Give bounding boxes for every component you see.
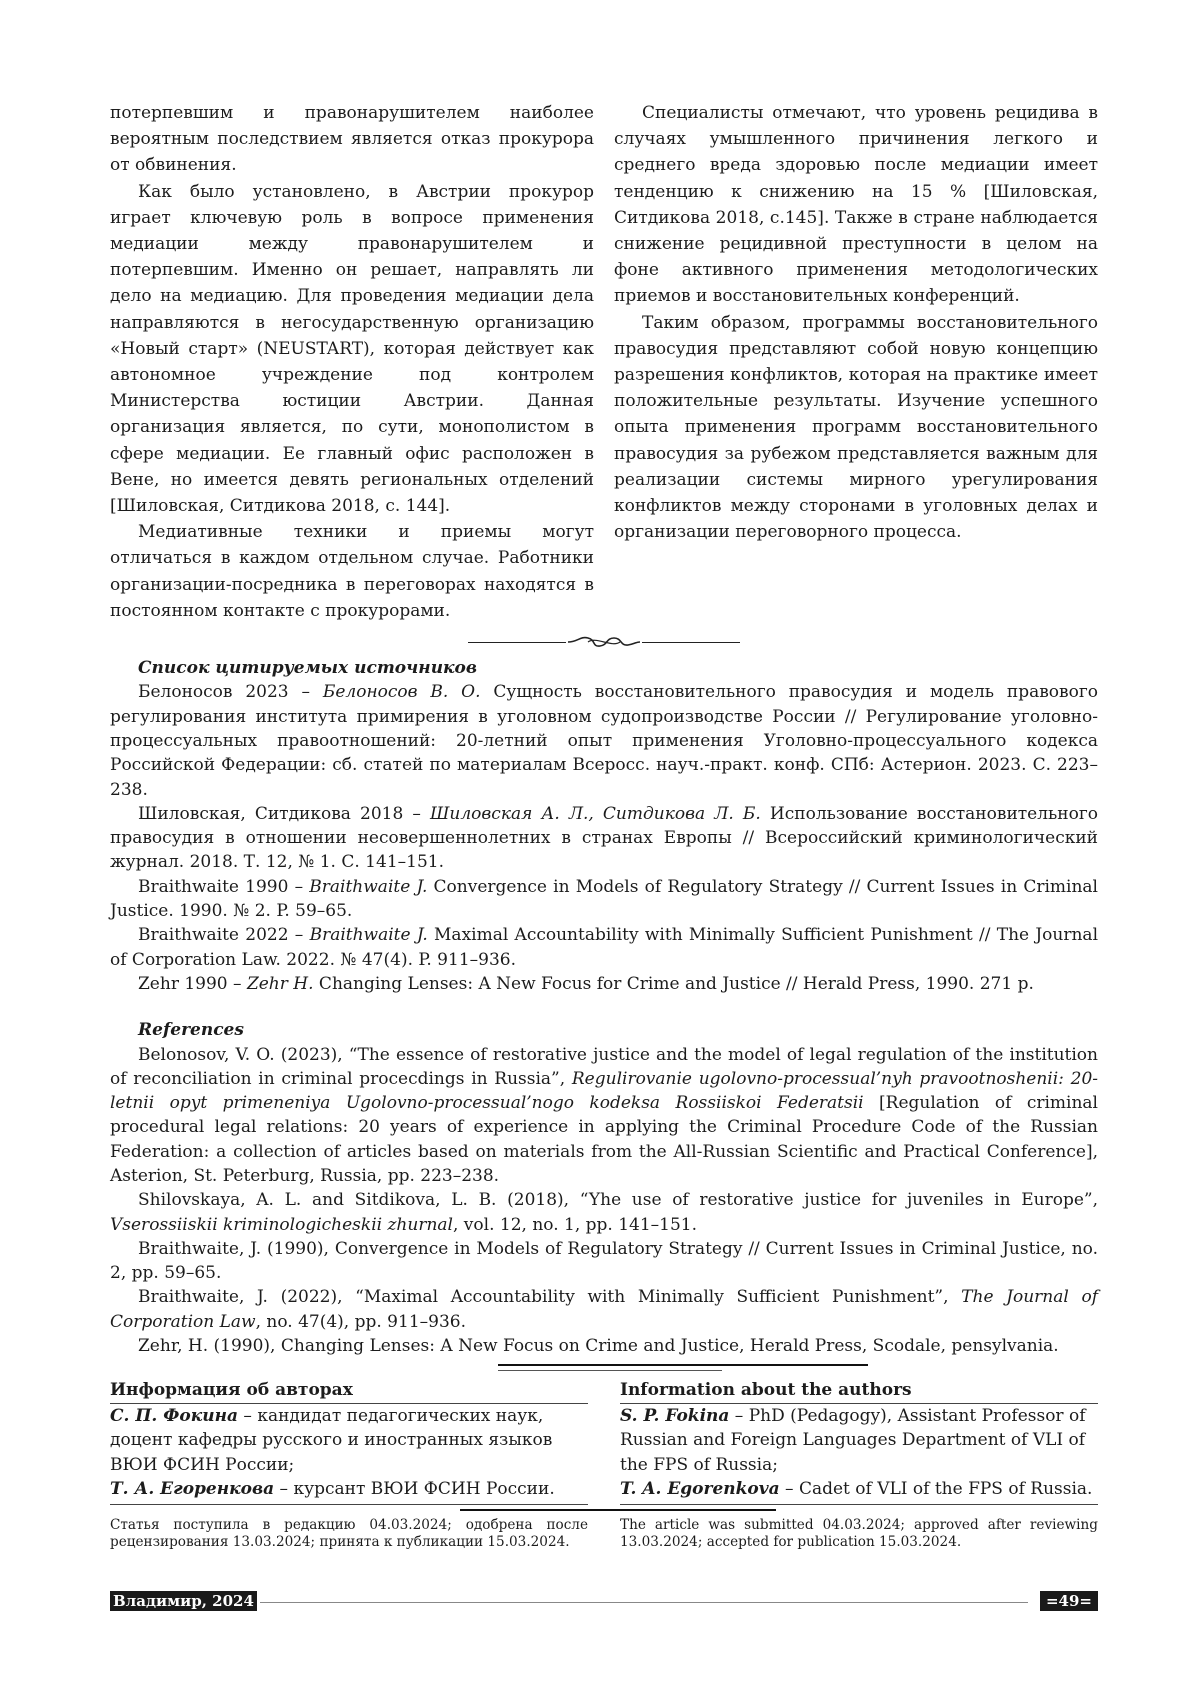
paragraph: Медиативные техники и приемы могут отличаться в каждом отдельном случае. Работники организации-посредника в переговорах находятся в постоянном контакте с прокурорами. xyxy=(110,522,594,621)
body-columns xyxy=(110,100,1098,624)
section-divider-ornament xyxy=(110,634,1098,650)
page-number: =49= xyxy=(1040,1591,1098,1611)
page-content xyxy=(110,100,1098,1551)
paragraph: Специалисты отмечают, что уровень рецидива в случаях умышленного причинения легкого и среднего вреда здоровью после медиации имеет тенденцию к снижению на 15 % [Шиловская, Ситдикова 2018, с.145]. Также в стране наблюдается снижение рецидивной преступности в целом на фоне активного применения методологических приемов и восстановительных конференций. xyxy=(614,103,1098,307)
paragraph: Таким образом, программы восстановительного правосудия представляют собой новую концепцию разрешения конфликтов, которая на практике имеет положительные результаты. Изучение успешного опыта применения программ восстановительного правосудия за рубежом представляется важным для реализации системы мирного урегулирования конфликтов между сторонами в уголовных делах и организации переговорного процесса. xyxy=(614,312,1098,543)
submission-ru: Статья поступила в редакцию 04.03.2024; одобрена после рецензирования 13.03.2024; принята к публикации 15.03.2024. xyxy=(110,1516,588,1550)
reference-item: Braithwaite, J. (1990), Convergence in Models of Regulatory Strategy // Current Issues in Criminal Justice, no. 2, pp. 59–65. xyxy=(110,1238,1098,1284)
page-footer xyxy=(110,1591,1098,1611)
author-entry: T. A. Egorenkova – Cadet of VLI of the FPS of Russia. xyxy=(620,1479,1093,1500)
source-item: Белоносов 2023 – Белоносов В. О. Сущность восстановительного правосудия и модель правового регулирования института примирения в уголовном судопроизводстве России // Регулирование уголовно-процессуальных правоотношений: 20-летний опыт применения Уголовно-процессуального кодекса Российской Федерации: сб. статей по материалам Всеросс. науч.-практ. конф. СПб: Астерион. 2023. С. 223–238. xyxy=(110,682,1098,800)
source-item: Braithwaite 1990 – Braithwaite J. Convergence in Models of Regulatory Strategy // Current Issues in Criminal Justice. 1990. № 2. P. 59–65. xyxy=(110,876,1098,922)
flourish-icon xyxy=(566,634,642,650)
authors-en-heading: Information about the authors xyxy=(620,1380,912,1401)
sources-heading: Список цитируемых источников xyxy=(138,658,478,679)
footer-place-year: Владимир, 2024 xyxy=(110,1591,257,1611)
authors-ru xyxy=(110,1378,588,1505)
right-column xyxy=(614,100,1098,624)
author-entry: С. П. Фокина – кандидат педагогических наук, доцент кафедры русского и иностранных языков ВЮИ ФСИН России; xyxy=(110,1405,553,1475)
authors-divider xyxy=(110,1364,1098,1378)
author-entry: Т. А. Егоренкова – курсант ВЮИ ФСИН России. xyxy=(110,1479,555,1500)
reference-item: Zehr, H. (1990), Changing Lenses: A New Focus on Crime and Justice, Herald Press, Scodale, pensylvania. xyxy=(138,1336,1059,1357)
source-item: Zehr 1990 – Zehr H. Changing Lenses: A New Focus for Crime and Justice // Herald Press, 1990. 271 p. xyxy=(138,973,1034,994)
author-entry: S. P. Fokina – PhD (Pedagogy), Assistant Professor of Russian and Foreign Languages Department of VLI of the FPS of Russia; xyxy=(620,1405,1086,1475)
reference-item: Braithwaite, J. (2022), “Maximal Accountability with Minimally Sufficient Punishment”, The Journal of Corporation Law, no. 47(4), pp. 911–936. xyxy=(110,1287,1098,1332)
authors-ru-heading: Информация об авторах xyxy=(110,1380,353,1401)
left-column xyxy=(110,100,594,624)
paragraph: потерпевшим и правонарушителем наиболее вероятным последствием является отказ прокурора от обвинения. xyxy=(110,103,594,176)
source-item: Braithwaite 2022 – Braithwaite J. Maximal Accountability with Minimally Sufficient Punishment // The Journal of Corporation Law. 2022. № 47(4). P. 911–936. xyxy=(110,925,1099,970)
submission-en: The article was submitted 04.03.2024; approved after reviewing 13.03.2024; accepted for publication 15.03.2024. xyxy=(620,1516,1098,1550)
source-item: Шиловская, Ситдикова 2018 – Шиловская А. Л., Ситдикова Л. Б. Использование восстановительного правосудия в отношении несовершеннолетних в странах Европы // Всероссийский криминологический журнал. 2018. Т. 12, № 1. С. 141–151. xyxy=(110,803,1099,873)
authors-en xyxy=(620,1378,1098,1505)
submission-divider xyxy=(110,1505,1098,1513)
paragraph: Как было установлено, в Австрии прокурор играет ключевую роль в вопросе применения медиации между правонарушителем и потерпевшим. Именно он решает, направлять ли дело на медиацию. Для проведения медиации дела направляются в негосударственную организацию «Новый старт» (NEUSTART), которая действует как автономное учреждение под контролем Министерства юстиции Австрии. Данная организация является, по сути, монополистом в сфере медиации. Ее главный офис расположен в Вене, но имеется девять региональных отделений [Шиловская, Ситдикова 2018, с. 144]. xyxy=(110,181,594,517)
references-heading: References xyxy=(138,1020,244,1041)
reference-item: Shilovskaya, A. L. and Sitdikova, L. B. (2018), “Yhe use of restorative justice for juveniles in Europe”, Vserossiiskii kriminologicheskii zhurnal, vol. 12, no. 1, pp. 141–151. xyxy=(110,1190,1098,1235)
submission-info xyxy=(110,1517,1098,1551)
authors-block xyxy=(110,1378,1098,1505)
reference-item: Belonosov, V. O. (2023), “The essence of restorative justice and the model of legal regulation of the institution of reconciliation in criminal procecdings in Russia”, Regulirovanie ugolovno-processual’nyh pravootnoshenii: 20-letnii opyt primeneniya Ugolovno-processual’nogo kodeksa Rossiiskoi Federatsii [Regulation of criminal procedural legal relations: 20 years of experience in applying the Criminal Procedure Code of the Russian Federation: a collection of articles based on materials from the All-Russian Scientific and Practical Conference], Asterion, St. Peterburg, Russia, pp. 223–238. xyxy=(110,1044,1098,1186)
sources-list xyxy=(110,656,1098,1358)
